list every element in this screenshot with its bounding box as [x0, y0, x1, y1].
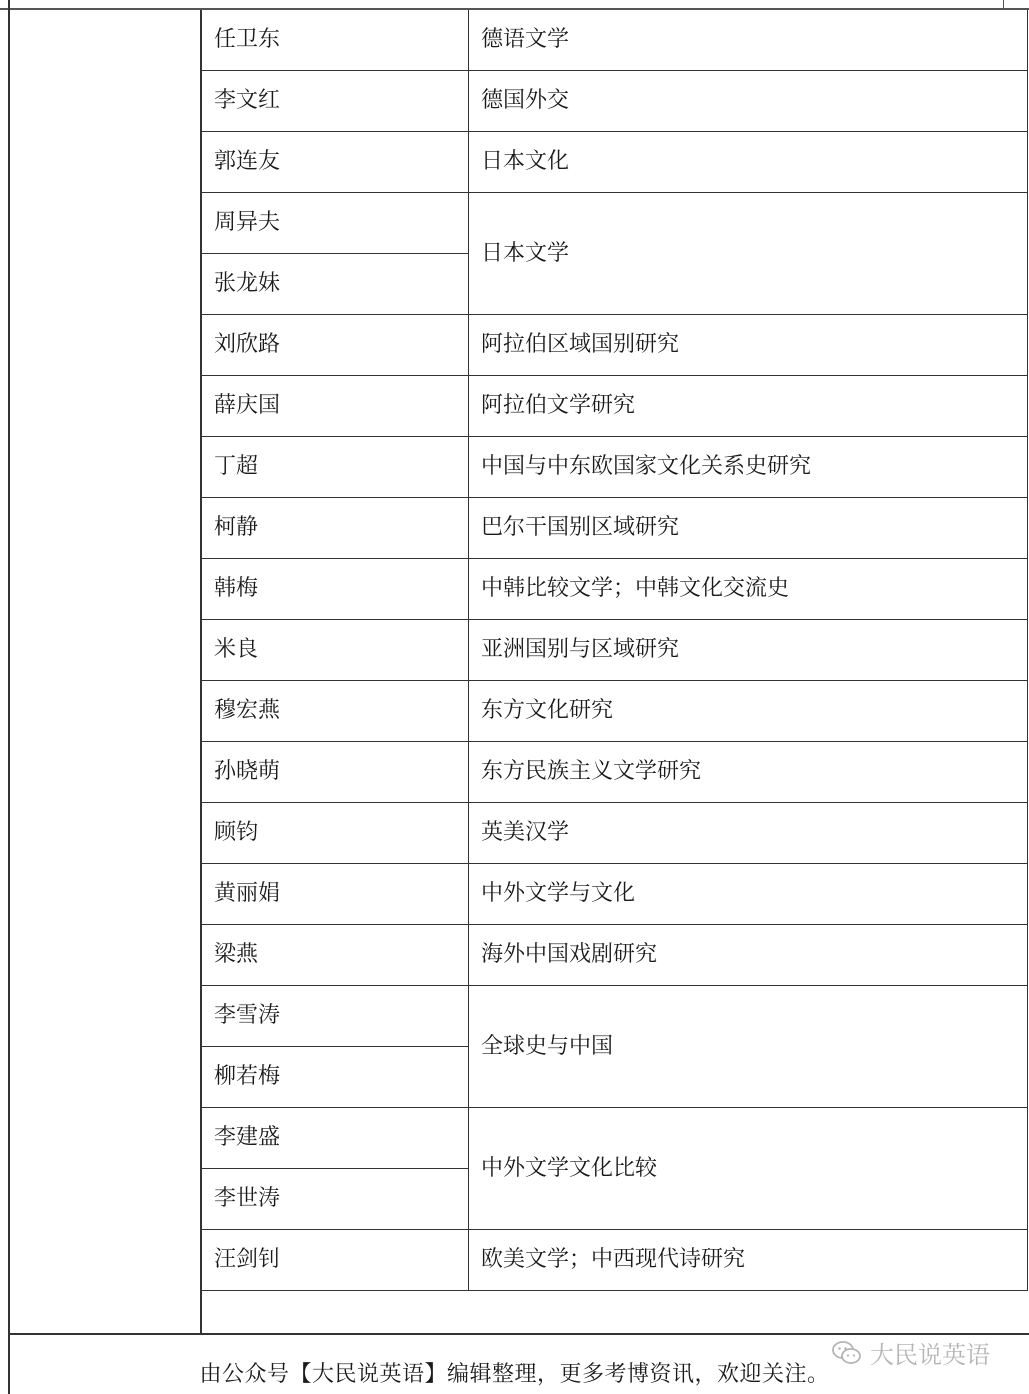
supervisor-name: 穆宏燕 [202, 681, 469, 742]
supervisor-name: 李文红 [202, 71, 469, 132]
research-field: 日本文学 [469, 193, 1028, 315]
watermark-label: 大民说英语 [870, 1341, 990, 1369]
table-row [202, 620, 1028, 681]
supervisor-name: 黄丽娟 [202, 864, 469, 925]
table-row [202, 925, 1028, 986]
research-field: 欧美文学；中西现代诗研究 [469, 1230, 1028, 1291]
supervisor-name: 顾钧 [202, 803, 469, 864]
table-row [202, 864, 1028, 925]
research-field: 巴尔干国别区域研究 [469, 498, 1028, 559]
supervisor-name: 刘欣路 [202, 315, 469, 376]
research-field: 德国外交 [469, 71, 1028, 132]
table-row [202, 559, 1028, 620]
research-field: 中外文学文化比较 [469, 1108, 1028, 1230]
table-row [202, 681, 1028, 742]
watermark [832, 1335, 990, 1370]
table-row [202, 498, 1028, 559]
table-row [202, 10, 1028, 71]
footer-note: 由公众号【大民说英语】编辑整理，更多考博资讯，欢迎关注。 [199, 1362, 830, 1387]
research-field: 全球史与中国 [469, 986, 1028, 1108]
table-row [202, 132, 1028, 193]
table-row [202, 1230, 1028, 1291]
research-field: 东方文化研究 [469, 681, 1028, 742]
supervisor-name: 周异夫 [202, 193, 469, 254]
supervisor-name: 米良 [202, 620, 469, 681]
supervisor-name: 丁超 [202, 437, 469, 498]
table-row [202, 1108, 1028, 1169]
supervisor-name: 汪剑钊 [202, 1230, 469, 1291]
table-row [202, 437, 1028, 498]
supervisor-name: 郭连友 [202, 132, 469, 193]
supervisor-name: 任卫东 [202, 10, 469, 71]
table-row [202, 803, 1028, 864]
research-field: 德语文学 [469, 10, 1028, 71]
research-field: 海外中国戏剧研究 [469, 925, 1028, 986]
supervisor-name: 柳若梅 [202, 1047, 469, 1108]
supervisor-table [201, 10, 1028, 1291]
table-left-border [8, 0, 10, 1394]
table-row [202, 742, 1028, 803]
research-field: 中外文学与文化 [469, 864, 1028, 925]
supervisor-name: 柯静 [202, 498, 469, 559]
research-field: 中韩比较文学；中韩文化交流史 [469, 559, 1028, 620]
table-row [202, 986, 1028, 1047]
supervisor-name: 韩梅 [202, 559, 469, 620]
research-field: 日本文化 [469, 132, 1028, 193]
wechat-icon [832, 1340, 862, 1366]
supervisor-name: 孙晓萌 [202, 742, 469, 803]
supervisor-name: 张龙妹 [202, 254, 469, 315]
supervisor-name: 梁燕 [202, 925, 469, 986]
research-field: 亚洲国别与区域研究 [469, 620, 1028, 681]
table-row [202, 193, 1028, 254]
supervisor-name: 李雪涛 [202, 986, 469, 1047]
research-field: 阿拉伯文学研究 [469, 376, 1028, 437]
table-row [202, 71, 1028, 132]
table-right-stub [1003, 0, 1004, 10]
research-field: 中国与中东欧国家文化关系史研究 [469, 437, 1028, 498]
research-field: 阿拉伯区域国别研究 [469, 315, 1028, 376]
table-row [202, 376, 1028, 437]
research-field: 东方民族主义文学研究 [469, 742, 1028, 803]
supervisor-name: 李建盛 [202, 1108, 469, 1169]
supervisor-name: 李世涛 [202, 1169, 469, 1230]
supervisor-name: 薛庆国 [202, 376, 469, 437]
research-field: 英美汉学 [469, 803, 1028, 864]
table-row [202, 315, 1028, 376]
